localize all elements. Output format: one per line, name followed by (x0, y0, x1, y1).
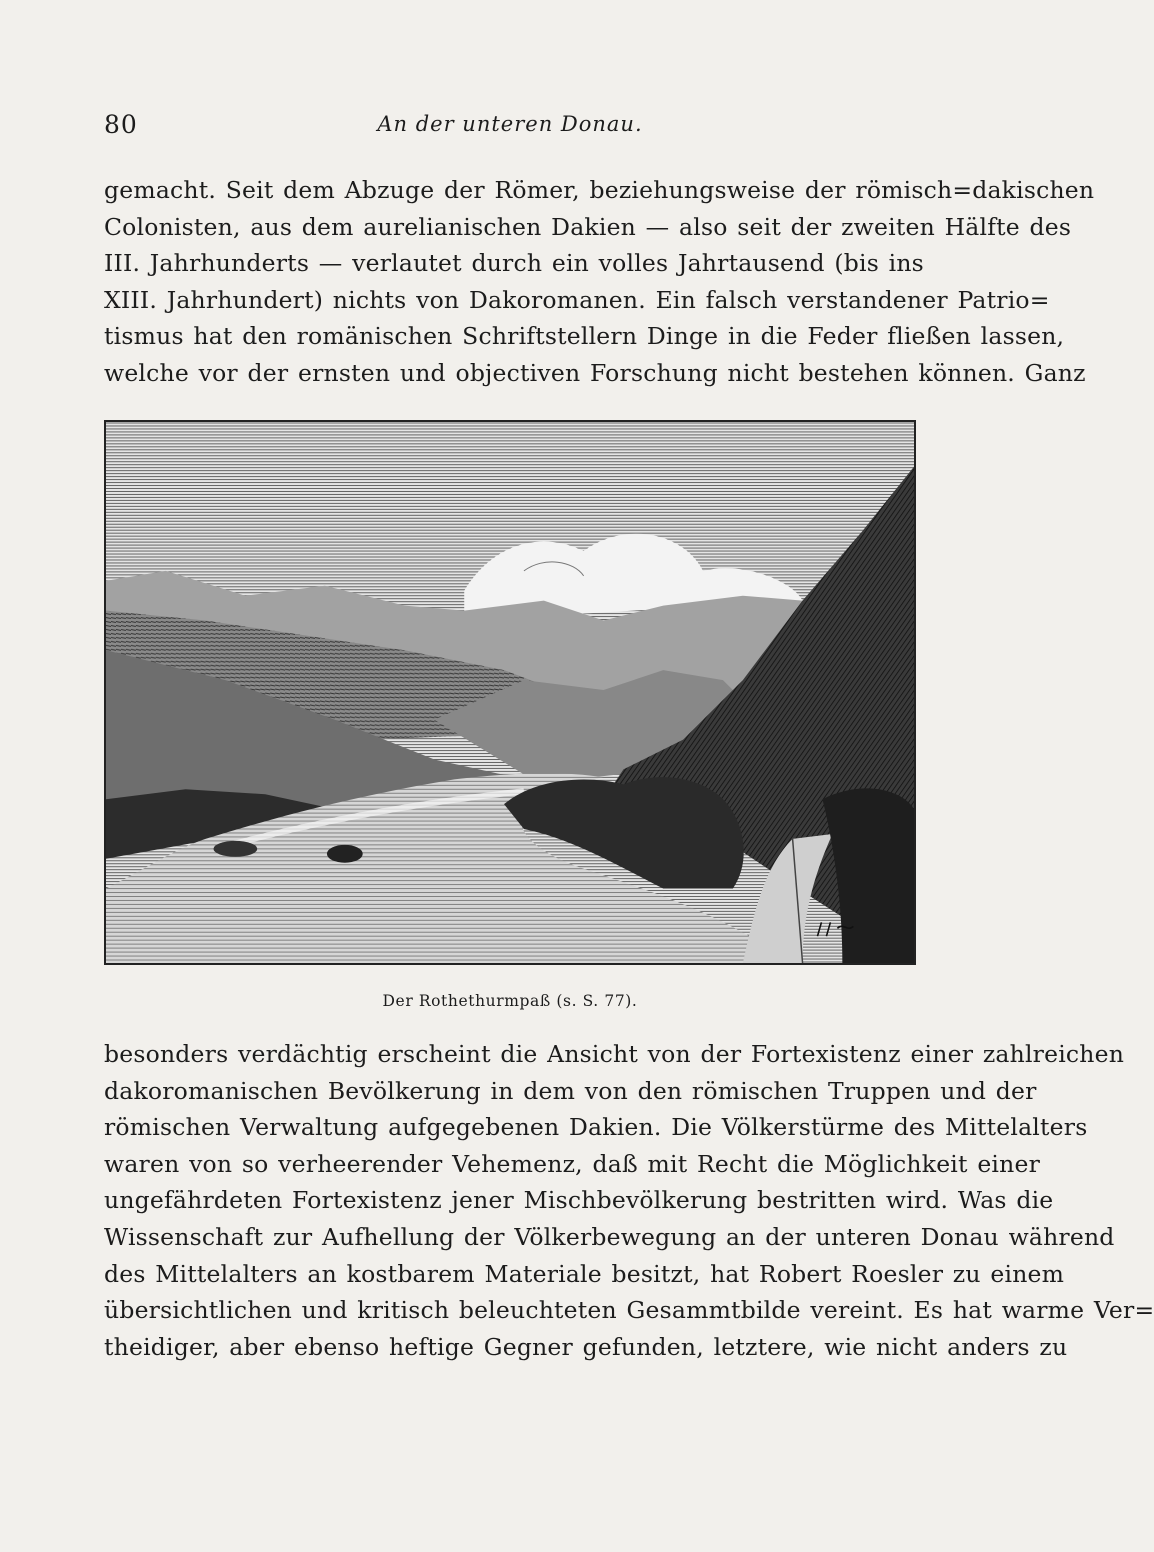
landscape-engraving (106, 422, 914, 963)
engraving-illustration (104, 420, 916, 965)
text-line: tismus hat den romänischen Schriftstellern Dinge in die Feder fließen lassen, (104, 322, 1065, 351)
text-line: Colonisten, aus dem aurelianischen Dakien — also seit der zweiten Hälfte des (104, 212, 1072, 241)
paragraph-bottom (104, 1036, 1154, 1365)
text-line: des Mittelalters an kostbarem Materiale besitzt, hat Robert Roesler zu einem (104, 1259, 1065, 1288)
paragraph-top (104, 172, 1095, 392)
figure-caption: Der Rothethurmpaß (s. S. 77). (382, 992, 638, 1010)
page-header (104, 110, 916, 146)
text-line: welche vor der ernsten und objectiven Forschung nicht bestehen können. Ganz (104, 358, 1086, 387)
text-line: waren von so verheerender Vehemenz, daß mit Recht die Möglichkeit einer (104, 1149, 1041, 1178)
text-line: theidiger, aber ebenso heftige Gegner gefunden, letztere, wie nicht anders zu (104, 1332, 1068, 1361)
running-title: An der unteren Donau. (377, 112, 643, 136)
text-line: XIII. Jahrhundert) nichts von Dakoromanen. Ein falsch verstandener Patrio= (104, 285, 1050, 314)
text-line: III. Jahrhunderts — verlautet durch ein volles Jahrtausend (bis ins (104, 249, 924, 278)
text-line: Wissenschaft zur Aufhellung der Völkerbewegung an der unteren Donau während (104, 1222, 1115, 1251)
text-line: übersichtlichen und kritisch beleuchteten Gesammtbilde vereint. Es hat warme Ver= (104, 1296, 1154, 1325)
text-line: gemacht. Seit dem Abzuge der Römer, beziehungsweise der römisch=dakischen (104, 176, 1095, 204)
text-line: ungefährdeten Fortexistenz jener Mischbevölkerung bestritten wird. Was die (104, 1186, 1054, 1215)
page-number: 80 (104, 110, 138, 139)
text-line: römischen Verwaltung aufgegebenen Dakien. Die Völkerstürme des Mittelalters (104, 1113, 1088, 1142)
text-line: besonders verdächtig erscheint die Ansicht von der Fortexistenz einer zahlreichen (104, 1040, 1125, 1068)
text-line: dakoromanischen Bevölkerung in dem von den römischen Truppen und der (104, 1076, 1037, 1105)
